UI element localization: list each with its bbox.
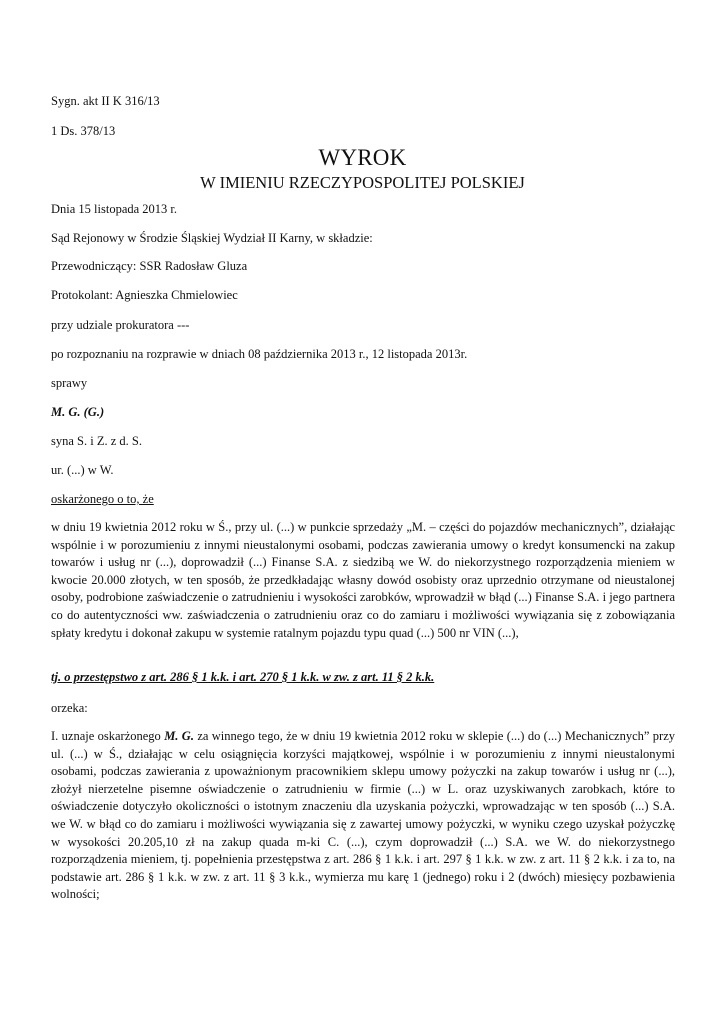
defendant-birth: ur. (...) w W.	[51, 463, 114, 477]
verdict-date: Dnia 15 listopada 2013 r.	[51, 202, 178, 216]
verdict-paragraph	[51, 728, 675, 904]
court-clerk: Protokolant: Agnieszka Chmielowiec	[51, 288, 238, 302]
hearing-dates: po rozpoznaniu na rozprawie w dniach 08 października 2013 r., 12 listopada 2013r.	[51, 347, 468, 361]
case-signature: Sygn. akt II K 316/13	[51, 94, 160, 108]
prosecution-file-number: 1 Ds. 378/13	[51, 124, 116, 138]
presiding-judge: Przewodniczący: SSR Radosław Gluza	[51, 259, 248, 273]
defendant-name: M. G. (G.)	[51, 405, 105, 419]
prosecutor-line: przy udziale prokuratora ---	[51, 318, 190, 332]
court-composition: Sąd Rejonowy w Środzie Śląskiej Wydział II Karny, w składzie:	[51, 231, 373, 245]
verdict-intro: I. uznaje oskarżonego	[51, 729, 165, 743]
charge-paragraph: w dniu 19 kwietnia 2012 roku w Ś., przy ul. (...) w punkcie sprzedaży „M. – części do pojazdów mechanicznych”, działając wspólnie i w porozumieniu z innymi nieustalonymi osobami, podczas zawierania umowy o kredyt konsumencki na zakup towarów i usług nr (...), doprowadził (...) Finanse S.A. z siedzibą we W. do niekorzystnego rozporządzenia mieniem w kwocie 20.000 złotych, w ten sposób, że przedkładając własny dowód osobisty oraz uprzednio otrzymane od nieustalonej osoby, podrobione zaświadczenie o zatrudnieniu i wysokości zarobków, wprowadził w błąd (...) Finanse S.A. i jego partnera co do autentyczności ww. zaświadczenia o zatrudnieniu oraz co do zamiaru i możliwości wywiązania się z zobowiązania spłaty kredytu i dokonał zakupu w systemie ratalnym pojazdu typu quad (...) 500 nr VIN (...),	[51, 520, 675, 640]
orders-heading: orzeka:	[51, 701, 88, 715]
defendant-parents: syna S. i Z. z d. S.	[51, 434, 142, 448]
legal-basis: tj. o przestępstwo z art. 286 § 1 k.k. i art. 270 § 1 k.k. w zw. z art. 11 § 2 k.k.	[51, 670, 435, 684]
document-title: WYROK	[318, 145, 407, 170]
document-subtitle: W IMIENIU RZECZYPOSPOLITEJ POLSKIEJ	[200, 173, 525, 192]
accusation-heading: oskarżonego o to, że	[51, 492, 154, 506]
verdict-text: za winnego tego, że w dniu 19 kwietnia 2012 roku w sklepie (...) do (...) Mechanicznych” przy ul. (...) w Ś., działając w celu osiągnięcia korzyści majątkowej, wspólnie i w porozumieniu z innymi nieustalonymi osobami, podczas zawierania z upoważnionym pracownikiem sklepu umowy pożyczki na zakup towarów i usług nr (...), złożył nierzetelne pisemne oświadczenie o zatrudnieniu w firmie (...) w L. oraz uzyskiwanych zarobkach, które to oświadczenie dotyczyło okoliczności o istotnym znaczeniu dla uzyskania pożyczki, wprowadzając w ten sposób (...) S.A. we W. w błąd co do zamiaru i możliwości wywiązania się z zawartej umowy pożyczki, w wyniku czego uzyskał pożyczkę w wysokości 20.205,10 zł na zakup quada m-ki C. (...), czym doprowadził (...) S.A. we W. do niekorzystnego rozporządzenia mieniem, tj. popełnienia przestępstwa z art. 286 § 1 k.k. i art. 297 § 1 k.k. w zw. z art. 11 § 2 k.k. i za to, na podstawie art. 286 § 1 k.k. w zw. z art. 11 § 3 k.k., wymierza mu karę 1 (jednego) roku i 2 (dwóch) miesięcy pozbawienia wolności;	[51, 729, 675, 902]
verdict-defendant-name: M. G.	[164, 729, 194, 743]
case-label: sprawy	[51, 376, 88, 390]
